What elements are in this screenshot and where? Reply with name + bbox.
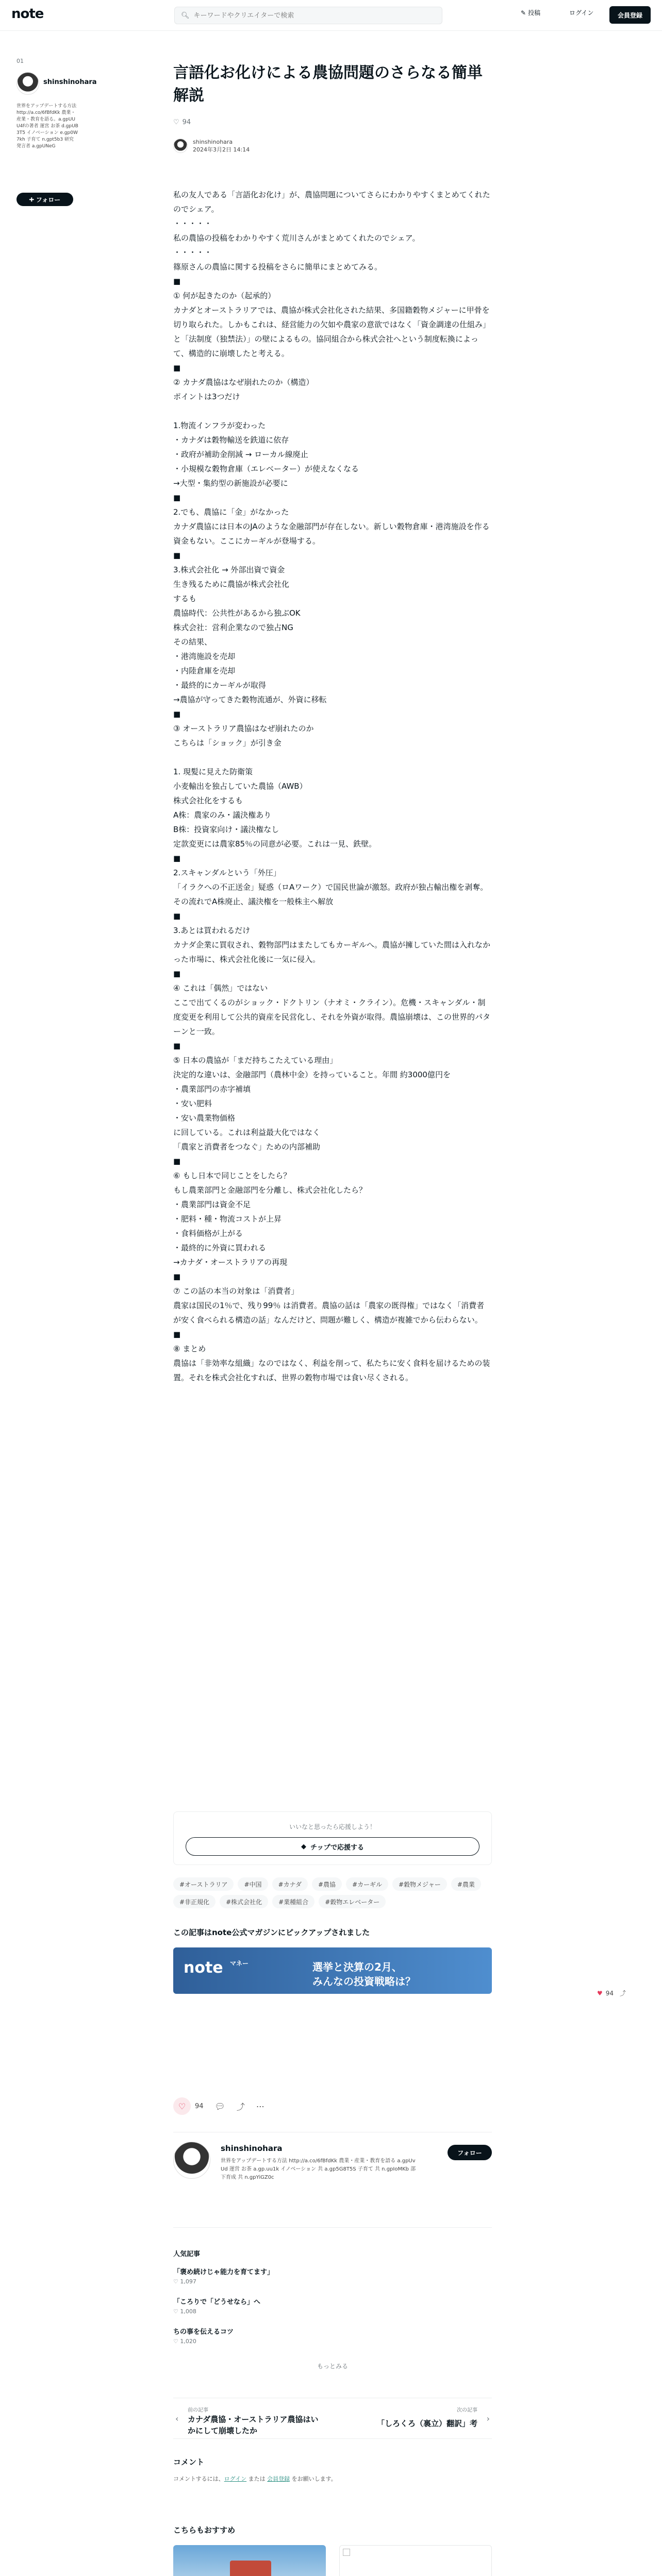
support-text: いいなと思ったら応援しよう！: [289, 1823, 376, 1831]
popular-item[interactable]: [173, 2266, 492, 2285]
hashtag[interactable]: #農協: [312, 1877, 342, 1891]
avatar[interactable]: [16, 72, 39, 95]
article-body: [173, 188, 492, 1385]
search-icon: 🔍︎: [181, 11, 190, 20]
login-link[interactable]: ログイン: [224, 2476, 247, 2482]
article-paragraph: ④ これは「偶然」ではない: [173, 984, 268, 993]
article: [173, 62, 492, 2535]
article-paragraph: [173, 750, 492, 765]
article-paragraph: ■: [173, 969, 181, 978]
like-button[interactable]: [173, 2097, 191, 2115]
author-name[interactable]: shinshinohara: [193, 139, 233, 145]
author-name[interactable]: shinshinohara: [221, 2144, 283, 2153]
login-button[interactable]: ログイン: [569, 9, 594, 16]
article-paragraph: ■: [173, 1272, 181, 1281]
article-paragraph: 農協時代：公共性があるから独ぶOK: [173, 608, 301, 618]
article-paragraph: ・カナダは穀物輸送を鉄道に依存: [173, 435, 289, 445]
article-paragraph: 決定的な違いは、金融部門（農林中金）を持っていること。年間 約3000億円を: [173, 1070, 451, 1079]
article-paragraph: カナダ企業に買収され、穀物部門はまたしてもカーギルへ。農協が擁していた間は入れなかった市場に、株式会社化後に一気に侵入。: [173, 940, 491, 964]
article-paragraph: ■: [173, 709, 181, 719]
article-paragraph: ・内陸倉庫を売却: [173, 666, 236, 675]
building-illustration: [230, 2561, 271, 2576]
article-paragraph: その結果、: [173, 637, 212, 647]
article-paragraph: ・港湾施設を売却: [173, 652, 236, 661]
site-header: [0, 0, 662, 31]
article-paragraph: ・安い肥料: [173, 1099, 212, 1108]
article-paragraph: 定款変更には農家85％の同意が必要。これは一見、鉄壁。: [173, 839, 377, 849]
article-paragraph: ■: [173, 911, 181, 921]
article-paragraph: ■: [173, 1041, 181, 1050]
article-paragraph: ・最終的に外資に買われる: [173, 1243, 267, 1252]
like-count: 94: [605, 1989, 614, 1997]
article-paragraph: ⑦ この話の本当の対象は「消費者」: [173, 1286, 299, 1296]
pen-icon: ✎: [521, 9, 526, 16]
article-paragraph: 小麦輸出を独占していた農協（AWB）: [173, 782, 307, 791]
author-avatar[interactable]: [173, 2142, 210, 2179]
article-paragraph: 1.物流インフラが変わった: [173, 421, 266, 430]
article-paragraph: A株：農家のみ・議決権あり: [173, 810, 272, 820]
article-actions: [173, 2096, 492, 2116]
article-paragraph: ■: [173, 854, 181, 863]
heart-icon: ♡: [173, 2278, 180, 2285]
article-paragraph: ・農業部門の赤字補填: [173, 1084, 251, 1094]
tip-icon: ◆: [301, 1842, 306, 1851]
article-paragraph: カナダとオーストラリアでは、農協が株式会社化された結果、多国籍穀物メジャーに甲骨を切り取られた。しかもこれは、経営能力の欠如や農家の意欲ではなく「資金調達の仕組み」と「法制度（独禁法）」の壁によるもの。協同組合から株式会社へという制度転換によって、構造的に崩壊したと考える。: [173, 306, 491, 358]
hashtag[interactable]: #カナダ: [272, 1877, 308, 1891]
comments-heading: コメント: [173, 2458, 205, 2467]
article-paragraph: ■: [173, 493, 181, 502]
next-title[interactable]: 「しろくろ（裏立）翻訳」考: [376, 2419, 477, 2428]
image-placeholder-icon: [343, 2549, 350, 2556]
hashtag[interactable]: #農業: [451, 1877, 481, 1891]
popular-item[interactable]: [173, 2326, 492, 2345]
popular-item[interactable]: [173, 2296, 492, 2315]
comment-icon[interactable]: 💬︎: [214, 2101, 225, 2111]
article-paragraph: 株式会社：営利企業なので独占NG: [173, 623, 293, 632]
hashtag[interactable]: #中国: [238, 1877, 268, 1891]
article-paragraph: [173, 404, 492, 418]
article-paragraph: ・最終的にカーギルが取得: [173, 681, 266, 690]
post-button[interactable]: ✎ 投稿: [521, 9, 541, 16]
card-thumbnail: [173, 2545, 326, 2576]
side-like-bar: [597, 1989, 626, 1997]
article-paragraph: 「農家と消費者をつなぐ」ための内部補助: [173, 1142, 321, 1151]
follow-button[interactable]: フォロー: [448, 2145, 492, 2160]
article-paragraph: →農協が守ってきた穀物流通が、外資に移転: [173, 695, 327, 704]
popular-count: ♡ 1,008: [173, 2308, 196, 2315]
article-paragraph: ⑧ まとめ: [173, 1344, 206, 1353]
signup-button[interactable]: 会員登録: [609, 6, 651, 24]
article-paragraph: 私の友人である「言語化お化け」が、農協問題についてさらにわかりやすくまとめてくれたのでシェア。: [173, 190, 490, 214]
article-paragraph: もし農業部門と金融部門を分離し、株式会社化したら？: [173, 1185, 367, 1195]
article-paragraph: こちらは「ショック」が引き金: [173, 738, 282, 748]
article-paragraph: 生き残るために農協が株式会社化: [173, 580, 290, 589]
search-input[interactable]: [194, 12, 431, 20]
author-meta: [193, 138, 250, 154]
author-card: [173, 2132, 492, 2228]
article-paragraph: 2.でも、農協に「金」がなかった: [173, 507, 289, 517]
hashtag[interactable]: #穀物エレベーター: [319, 1895, 386, 1908]
popular-title: ちの事を伝えるコツ: [173, 2328, 234, 2336]
card-thumbnail: [339, 2545, 492, 2576]
person-plus-icon: ➕︎: [29, 195, 34, 203]
tip-button[interactable]: ◆ チップで応援する: [186, 1837, 479, 1856]
article-paragraph: ・肥料・種・物流コストが上昇: [173, 1214, 282, 1224]
prev-next-nav: [173, 2398, 492, 2439]
like-count: 94: [195, 2102, 204, 2110]
popular-count: ♡ 1,020: [173, 2338, 196, 2345]
like-summary[interactable]: ♡ 94: [173, 118, 191, 126]
hashtag[interactable]: #オーストラリア: [173, 1877, 234, 1891]
article-paragraph: ・農業部門は資金不足: [173, 1200, 251, 1209]
article-paragraph: ・小規模な穀物倉庫（エレベーター）が使えなくなる: [173, 464, 359, 473]
article-author[interactable]: [173, 138, 250, 154]
share-icon[interactable]: ⤴: [620, 1990, 626, 1997]
recommend-card[interactable]: [339, 2545, 492, 2576]
article-paragraph: 「イラクへの不正送金」疑惑（ロAワーク）で国民世論が激怒。政府が独占輸出権を剥奪。その流れでA株廃止、議決権を一般株主へ解放: [173, 883, 488, 906]
article-paragraph: ■: [173, 551, 181, 560]
article-paragraph: カナダ農協には日本のJAのような金融部門が存在しない。新しい穀物倉庫・港湾施設を作る資金もない。ここにカーギルが登場する。: [173, 522, 490, 546]
picked-notice: この記事はnote公式マガジンにピックアップされました: [173, 1928, 370, 1937]
signup-link[interactable]: 会員登録: [267, 2476, 290, 2482]
heart-icon[interactable]: ♥: [597, 1989, 603, 1997]
hashtag[interactable]: #業種組合: [272, 1895, 315, 1908]
share-icon[interactable]: ⤴: [236, 2102, 245, 2112]
heart-icon: ♡: [173, 118, 179, 126]
article-paragraph: ■: [173, 1157, 181, 1166]
profile-number: 01: [16, 58, 24, 64]
banner-logo: note: [184, 1959, 223, 1977]
article-paragraph: ■: [173, 1330, 181, 1339]
article-paragraph: ③ オーストラリア農協はなぜ崩れたのか: [173, 724, 314, 733]
article-paragraph: B株：投資家向け・議決権なし: [173, 825, 279, 834]
article-paragraph: 1. 現髪に見えた防衛策: [173, 767, 253, 776]
follow-button[interactable]: ➕︎ フォロー: [16, 193, 73, 206]
hashtag[interactable]: #穀物メジャー: [392, 1877, 447, 1891]
banner-text: 選挙と決算の2月、 みんなの投資戦略は？: [312, 1961, 416, 1988]
article-paragraph: に回している。これは利益最大化ではなく: [173, 1128, 321, 1137]
support-box: [173, 1811, 492, 1865]
note-logo[interactable]: note: [11, 6, 44, 22]
prev-label: 前の記事: [188, 2408, 208, 2413]
hashtag[interactable]: #非正規化: [173, 1895, 216, 1908]
article-paragraph: ここで出てくるのがショック・ドクトリン（ナオミ・クライン）。危機・スキャンダル・制度変更を利用して公共的資産を民営化し、それを外資が取得。農協崩壊は、この世界的パターンと一致。: [173, 998, 491, 1036]
heart-icon: ♡: [173, 2338, 180, 2345]
heart-icon: ♡: [173, 2308, 180, 2315]
author-avatar[interactable]: [173, 139, 188, 153]
comments-notice: コメントするには、ログイン または 会員登録 をお願いします。: [173, 2476, 337, 2482]
article-paragraph: ・・・・・: [173, 248, 212, 257]
article-paragraph: ■: [173, 363, 181, 372]
article-paragraph: →大型・集約型の新施設が必要に: [173, 479, 288, 488]
recommend-card[interactable]: [173, 2545, 326, 2576]
profile-bio: 世界をアップデートする方法 http://a.co/6fBfdKk 農業・産業・教育を語る。a.gpUUU4fの著者 運営 お茶 d.gpUB3T5 イノベーション e.gp0W7kh 子育て n.gpt5b3 研究 発言者 a.gpUNeG: [16, 104, 78, 149]
magazine-banner[interactable]: [173, 1947, 492, 1994]
heart-icon: ♡: [178, 2101, 186, 2111]
popular-title: 「褒め続けじゃ能力を育てます」: [173, 2268, 274, 2276]
recommend-heading: こちらもおすすめ: [173, 2526, 236, 2535]
article-paragraph: →カナダ・オーストラリアの再現: [173, 1258, 288, 1267]
prev-title[interactable]: カナダ農協・オーストラリア農協はいかにして崩壊したか: [188, 2415, 319, 2435]
profile-name[interactable]: shinshinohara: [43, 78, 97, 86]
article-paragraph: ・安い農業物価格: [173, 1113, 236, 1123]
article-title: 言語化お化けによる農協問題のさらなる簡単解説: [173, 64, 483, 105]
article-paragraph: ・食料価格が上がる: [173, 1229, 243, 1238]
popular-count: ♡ 1,097: [173, 2278, 196, 2285]
article-paragraph: ① 何が起きたのか（起承的）: [173, 291, 276, 300]
comments-section: [173, 2456, 492, 2483]
author-bio: 世界をアップデートする方法 http://a.co/6fBfdKk 農業・産業・教育を語る a.gpUvUd 運営 お茶 a.gp.uu1k イノベーション 共 a.gp5G8T5S 子育て 共 n.gpIoMKb 部下育成 共 n.gpYiGZ0c: [221, 2158, 416, 2180]
hashtag-list: [173, 1877, 492, 1908]
next-label: 次の記事: [457, 2408, 477, 2413]
article-paragraph: ・・・・・: [173, 219, 212, 228]
article-paragraph: 2.スキャンダルという「外圧」: [173, 868, 281, 877]
popular-articles: [173, 2248, 492, 2356]
search-box[interactable]: [174, 7, 442, 24]
article-paragraph: 私の農協の投稿をわかりやすく荒川さんがまとめてくれたのでシェア。: [173, 233, 420, 243]
article-paragraph: 農協は「非効率な組織」なのではなく、利益を削って、私たちに安く食料を届けるための装置。それを株式会社化すれば、世界の穀物市場では食い尽くされる。: [173, 1359, 490, 1382]
article-paragraph: ポイントは3つだけ: [173, 392, 240, 401]
article-paragraph: ・政府が補助金削減 → ローカル線廃止: [173, 450, 308, 459]
article-paragraph: 3.あとは買われるだけ: [173, 926, 251, 935]
article-paragraph: するも: [173, 594, 197, 603]
article-paragraph: ⑥ もし日本で同じことをしたら？: [173, 1171, 291, 1180]
banner-sub: マネー: [230, 1960, 249, 1967]
article-paragraph: ■: [173, 277, 181, 286]
chevron-right-icon[interactable]: ›: [486, 2414, 490, 2424]
article-paragraph: ⑤ 日本の農協が「まだ持ちこたえている理由」: [173, 1056, 338, 1065]
more-icon[interactable]: ⋯: [256, 2101, 264, 2111]
article-paragraph: 3.株式会社化 → 外部出資で資金: [173, 565, 285, 574]
article-paragraph: ② カナダ農協はなぜ崩れたのか（構造）: [173, 378, 314, 387]
more-link[interactable]: もっとみる: [317, 2363, 348, 2370]
article-paragraph: 篠原さんの農協に関する投稿をさらに簡単にまとめてみる。: [173, 262, 383, 272]
hashtag[interactable]: #カーギル: [346, 1877, 388, 1891]
popular-title: 「ころりで「どうせなら」へ: [173, 2298, 261, 2306]
hashtag[interactable]: #株式会社化: [220, 1895, 268, 1908]
popular-heading: 人気記事: [173, 2250, 201, 2258]
article-paragraph: 株式会社化をするも: [173, 796, 243, 805]
article-paragraph: 農家は国民の1％で、残り99％ は消費者。農協の話は「農家の既得権」ではなく「消費者が安く食べられる構造の話」なんだけど、問題が難しく、構造が複雑でから伝わらない。: [173, 1301, 485, 1325]
chevron-left-icon[interactable]: ‹: [175, 2414, 179, 2424]
publish-date: 2024年3月2日 14:14: [193, 146, 250, 153]
